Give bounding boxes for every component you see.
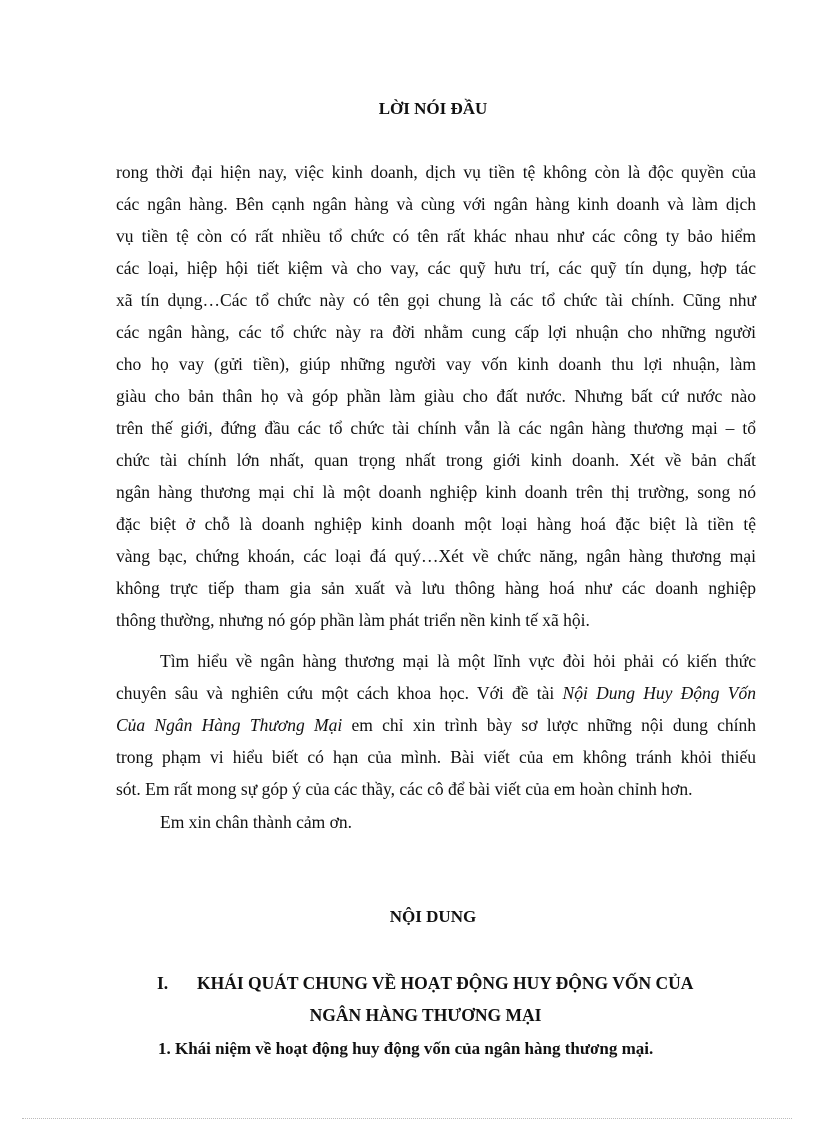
paragraph-line: cho họ vay (gửi tiền), giúp những người vay vốn kinh doanh thu lợi nhuận, làm [116, 354, 756, 374]
paragraph-line: xã tín dụng…Các tổ chức này có tên gọi chung là các tổ chức tài chính. Cũng như [116, 290, 756, 310]
heading-level-2: 1. Khái niệm về hoạt động huy động vốn của ngân hàng thương mại. [158, 1039, 654, 1058]
paragraph-line [116, 709, 756, 741]
heading-number: I. [157, 973, 169, 993]
page-title: LỜI NÓI ĐẦU [378, 99, 488, 118]
thanks-line: Em xin chân thành cảm ơn. [160, 812, 352, 832]
section-title: NỘI DUNG [389, 907, 477, 926]
heading-level-1 [157, 967, 693, 999]
paragraph-line: ngân hàng thương mại chỉ là một doanh nghiệp kinh doanh trên thị trường, song nó [116, 482, 756, 502]
paragraph-line: rong thời đại hiện nay, việc kinh doanh, dịch vụ tiền tệ không còn là độc quyền của [116, 162, 756, 182]
heading-level-1-continued: NGÂN HÀNG THƯƠNG MẠI [309, 1005, 542, 1025]
page-bottom-divider [22, 1118, 792, 1119]
topic-title-italic: Nội Dung Huy Động Vốn [562, 683, 756, 703]
paragraph-line: vụ tiền tệ còn có rất nhiều tổ chức có tên rất khác nhau như các công ty bảo hiểm [116, 226, 756, 246]
second-paragraph [116, 645, 756, 805]
paragraph-line: vàng bạc, chứng khoán, các loại đá quý…Xét về chức năng, ngân hàng thương mại [116, 546, 756, 566]
paragraph-line: chức tài chính lớn nhất, quan trọng nhất trong giới kinh doanh. Xét về bản chất [116, 450, 756, 470]
heading-text: KHÁI QUÁT CHUNG VỀ HOẠT ĐỘNG HUY ĐỘNG VỐN CỦA [197, 973, 694, 993]
paragraph-line: trên thế giới, đứng đầu các tổ chức tài chính vẫn là các ngân hàng thương mại – tổ [116, 418, 756, 438]
paragraph-text: em chỉ xin trình bày sơ lược những nội dung chính [351, 715, 756, 735]
paragraph-line: không trực tiếp tham gia sản xuất và lưu thông hàng hoá như các doanh nghiệp [116, 578, 756, 598]
paragraph-line: các ngân hàng, các tổ chức này ra đời nhằm cung cấp lợi nhuận cho những người [116, 322, 756, 342]
paragraph-line: đặc biệt ở chỗ là doanh nghiệp kinh doanh một loại hàng hoá đặc biệt là tiền tệ [116, 514, 756, 534]
paragraph-line [116, 677, 756, 709]
paragraph-line: sót. Em rất mong sự góp ý của các thầy, các cô để bài viết của em hoàn chỉnh hơn. [116, 779, 693, 799]
topic-title-italic: Của Ngân Hàng Thương Mại [116, 715, 343, 735]
intro-paragraph [116, 156, 756, 636]
paragraph-line: giàu cho bản thân họ và góp phần làm giàu cho đất nước. Nhưng bất cứ nước nào [116, 386, 756, 406]
paragraph-line: Tìm hiểu về ngân hàng thương mại là một lĩnh vực đòi hỏi phải có kiến thức [160, 651, 756, 671]
paragraph-line: trong phạm vi hiểu biết có hạn của mình. Bài viết của em không tránh khỏi thiếu [116, 747, 756, 767]
paragraph-line: các ngân hàng. Bên cạnh ngân hàng và cùng với ngân hàng kinh doanh và làm dịch [116, 194, 756, 214]
paragraph-line: các loại, hiệp hội tiết kiệm và cho vay, các quỹ hưu trí, các quỹ tín dụng, hợp tác [116, 258, 756, 278]
paragraph-text: chuyên sâu và nghiên cứu một cách khoa học. Với đề tài [116, 683, 555, 703]
paragraph-line: thông thường, nhưng nó góp phần làm phát triển nền kinh tế xã hội. [116, 610, 590, 630]
